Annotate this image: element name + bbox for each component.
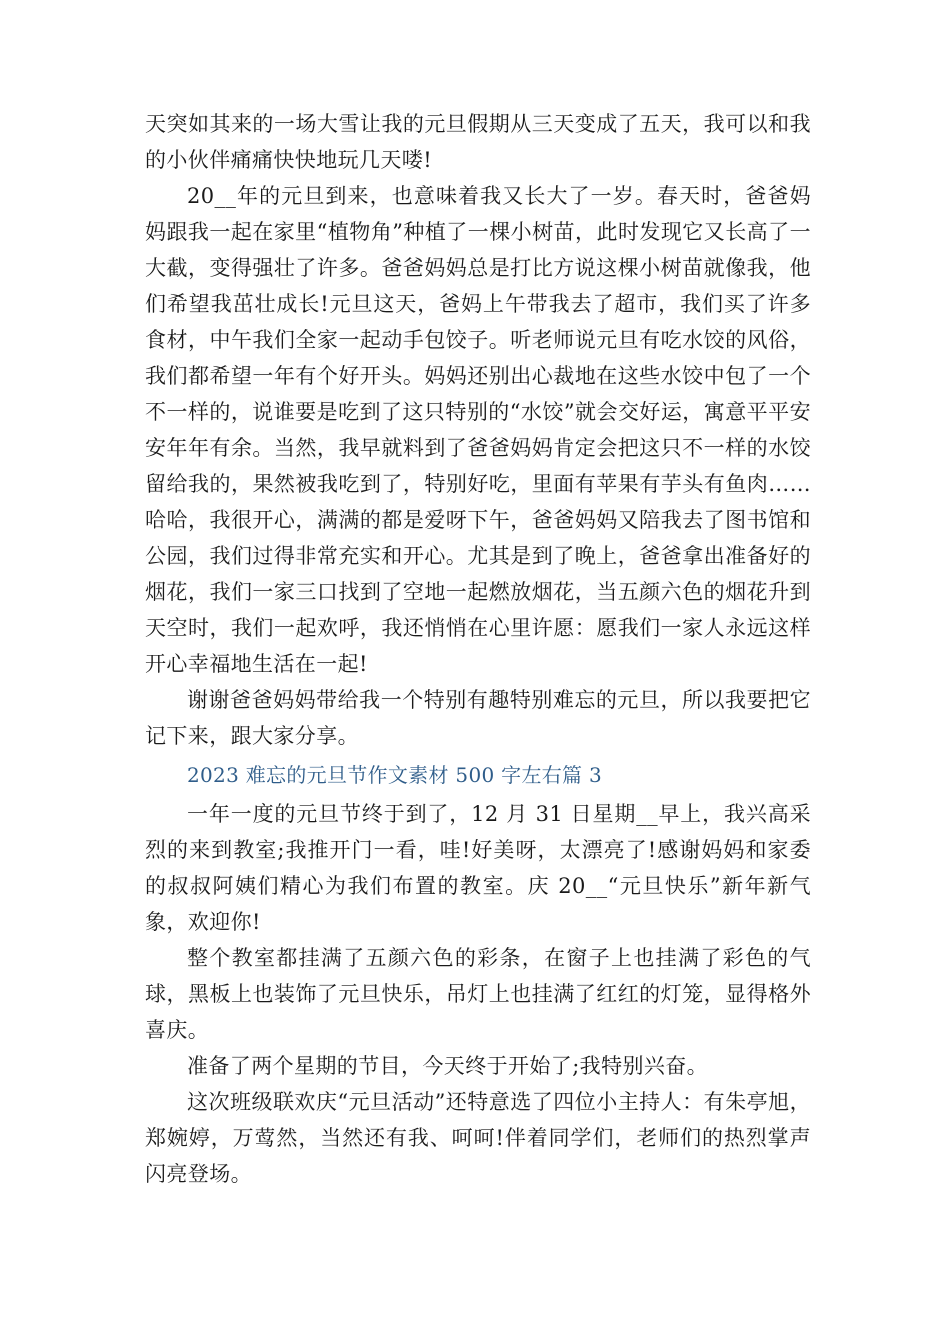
paragraph-new-year-story: 20__年的元旦到来，也意味着我又长大了一岁。春天时，爸爸妈妈跟我一起在家里“植物角”种植了一棵小树苗，此时发现它又长高了一大截，变得强壮了许多。爸爸妈妈总是打比方说这棵小树苗就像我，他们希望我茁壮成长!元旦这天，爸妈上午带我去了超市，我们买了许多食材，中午我们全家一起动手包饺子。听老师说元旦有吃水饺的风俗，我们都希望一年有个好开头。妈妈还别出心裁地在这些水饺中包了一个不一样的，说谁要是吃到了这只特别的“水饺”就会交好运，寓意平平安安年年有余。当然，我早就料到了爸爸妈妈肯定会把这只不一样的水饺留给我的，果然被我吃到了，特别好吃，里面有苹果有芋头有鱼肉……哈哈，我很开心，满满的都是爱呀下午，爸爸妈妈又陪我去了图书馆和公园，我们过得非常充实和开心。尤其是到了晚上，爸爸拿出准备好的烟花，我们一家三口找到了空地一起燃放烟花，当五颜六色的烟花升到天空时，我们一起欢呼，我还悄悄在心里许愿：愿我们一家人永远这样开心幸福地生活在一起!: [145, 184, 811, 676]
section-heading: 2023 难忘的元旦节作文素材 500 字左右篇 3: [187, 763, 603, 787]
paragraph-classroom-decorations: 整个教室都挂满了五颜六色的彩条，在窗子上也挂满了彩色的气球，黑板上也装饰了元旦快乐，吊灯上也挂满了红红的灯笼，显得格外喜庆。: [145, 946, 811, 1042]
paragraph-thanks: 谢谢爸爸妈妈带给我一个特别有趣特别难忘的元旦，所以我要把它记下来，跟大家分享。: [145, 688, 811, 748]
paragraph-hosts: 这次班级联欢庆“元旦活动”还特意选了四位小主持人：有朱亭旭，郑婉婷，万莺然，当然还有我、呵呵!伴着同学们，老师们的热烈掌声闪亮登场。: [145, 1090, 811, 1186]
paragraph-classroom-arrival: 一年一度的元旦节终于到了，12 月 31 日星期__早上，我兴高采烈的来到教室;我推开门一看，哇!好美呀，太漂亮了!感谢妈妈和家委的叔叔阿姨们精心为我们布置的教室。庆 20__“元旦快乐”新年新气象，欢迎你!: [145, 802, 811, 934]
paragraph-program-start: 准备了两个星期的节目，今天终于开始了;我特别兴奋。: [187, 1054, 709, 1078]
document-body: [145, 106, 811, 1192]
paragraph-continuation: 天突如其来的一场大雪让我的元旦假期从三天变成了五天，我可以和我的小伙伴痛痛快快地玩几天喽!: [145, 112, 811, 172]
